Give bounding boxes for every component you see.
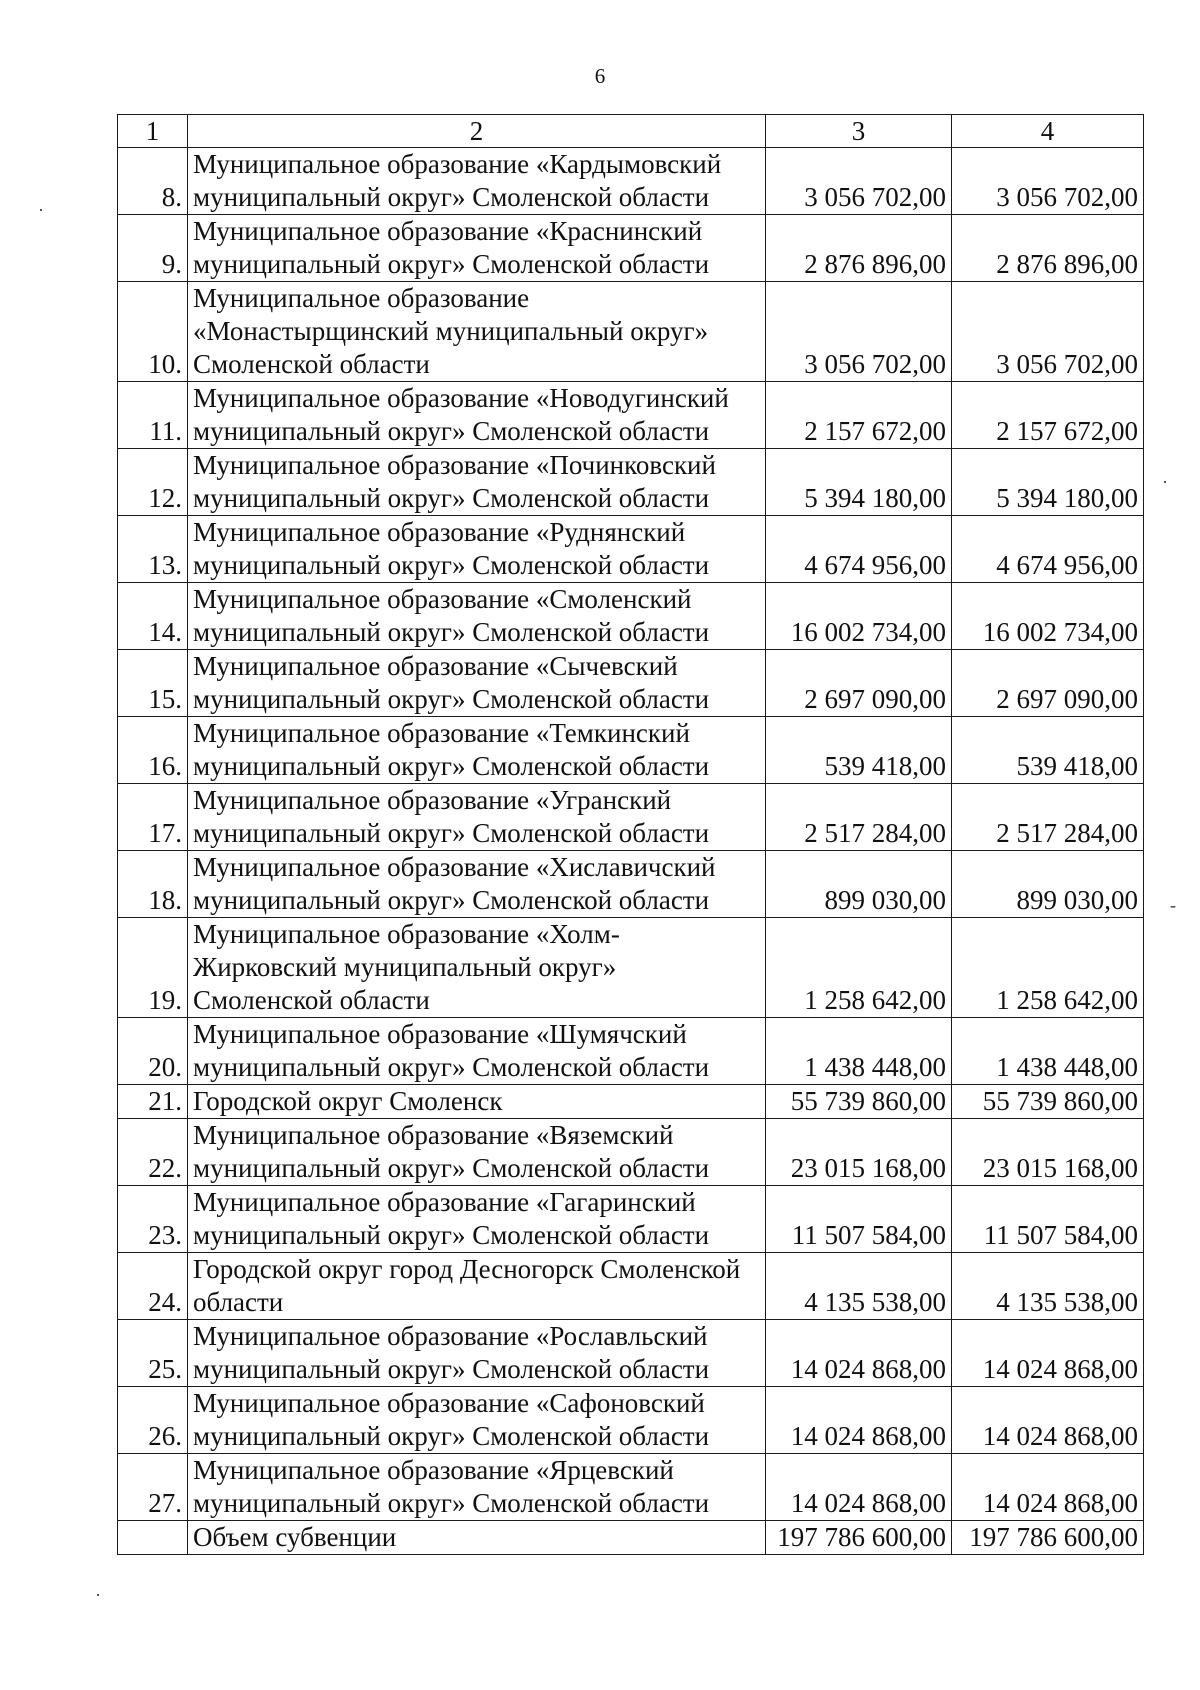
amount-col-4: 5 394 180,00 — [952, 449, 1144, 516]
amount-col-3: 14 024 868,00 — [766, 1454, 952, 1521]
amount-col-4: 14 024 868,00 — [952, 1320, 1144, 1387]
amount-col-4: 55 739 860,00 — [952, 1085, 1144, 1119]
table-body — [118, 115, 1144, 1555]
row-number: 15. — [118, 650, 188, 717]
amount-col-4: 4 135 538,00 — [952, 1253, 1144, 1320]
row-number: 19. — [118, 918, 188, 1018]
amount-col-4: 2 157 672,00 — [952, 382, 1144, 449]
row-number: 13. — [118, 516, 188, 583]
amount-col-3: 1 438 448,00 — [766, 1018, 952, 1085]
table-row — [118, 784, 1144, 851]
row-number: 26. — [118, 1387, 188, 1454]
amount-col-4: 1 438 448,00 — [952, 1018, 1144, 1085]
amount-col-3: 11 507 584,00 — [766, 1186, 952, 1253]
row-number: 18. — [118, 851, 188, 918]
table-row — [118, 583, 1144, 650]
municipality-name: Муниципальное образование «Починковский муниципальный округ» Смоленской области — [188, 449, 766, 516]
amount-col-3: 4 674 956,00 — [766, 516, 952, 583]
amount-col-3: 2 697 090,00 — [766, 650, 952, 717]
header-col-1: 1 — [118, 115, 188, 148]
header-col-2: 2 — [188, 115, 766, 148]
amount-col-4: 2 876 896,00 — [952, 215, 1144, 282]
amount-col-3: 2 157 672,00 — [766, 382, 952, 449]
amount-col-3: 55 739 860,00 — [766, 1085, 952, 1119]
municipality-name: Муниципальное образование «Краснинский муниципальный округ» Смоленской области — [188, 215, 766, 282]
amount-col-3: 3 056 702,00 — [766, 282, 952, 382]
table-row — [118, 1387, 1144, 1454]
total-label: Объем субвенции — [188, 1521, 766, 1555]
municipality-name: Муниципальное образование «Хиславичский муниципальный округ» Смоленской области — [188, 851, 766, 918]
total-col-3: 197 786 600,00 — [766, 1521, 952, 1555]
amount-col-3: 14 024 868,00 — [766, 1387, 952, 1454]
municipality-name: Муниципальное образование «Руднянский муниципальный округ» Смоленской области — [188, 516, 766, 583]
row-number: 20. — [118, 1018, 188, 1085]
row-number: 14. — [118, 583, 188, 650]
amount-col-3: 5 394 180,00 — [766, 449, 952, 516]
amount-col-4: 3 056 702,00 — [952, 148, 1144, 215]
municipality-name: Муниципальное образование «Сафоновский муниципальный округ» Смоленской области — [188, 1387, 766, 1454]
municipality-name: Муниципальное образование «Угранский муниципальный округ» Смоленской области — [188, 784, 766, 851]
row-number: 17. — [118, 784, 188, 851]
row-number: 8. — [118, 148, 188, 215]
amount-col-4: 16 002 734,00 — [952, 583, 1144, 650]
amount-col-3: 2 876 896,00 — [766, 215, 952, 282]
table-row — [118, 1085, 1144, 1119]
header-col-4: 4 — [952, 115, 1144, 148]
amount-col-3: 3 056 702,00 — [766, 148, 952, 215]
subvention-table — [117, 114, 1144, 1555]
row-number: 11. — [118, 382, 188, 449]
amount-col-3: 1 258 642,00 — [766, 918, 952, 1018]
table-row — [118, 449, 1144, 516]
municipality-name: Муниципальное образование «Рославльский муниципальный округ» Смоленской области — [188, 1320, 766, 1387]
row-number: 23. — [118, 1186, 188, 1253]
row-number: 27. — [118, 1454, 188, 1521]
scan-speck: - — [1170, 895, 1176, 915]
row-number: 12. — [118, 449, 188, 516]
amount-col-3: 14 024 868,00 — [766, 1320, 952, 1387]
row-number: 25. — [118, 1320, 188, 1387]
table-row — [118, 516, 1144, 583]
table-row — [118, 148, 1144, 215]
amount-col-4: 23 015 168,00 — [952, 1119, 1144, 1186]
row-number: 16. — [118, 717, 188, 784]
municipality-name: Муниципальное образование «Монастырщинский муниципальный округ» Смоленской области — [188, 282, 766, 382]
amount-col-4: 14 024 868,00 — [952, 1454, 1144, 1521]
amount-col-3: 539 418,00 — [766, 717, 952, 784]
table-row — [118, 1119, 1144, 1186]
municipality-name: Муниципальное образование «Сычевский муниципальный округ» Смоленской области — [188, 650, 766, 717]
amount-col-4: 539 418,00 — [952, 717, 1144, 784]
table-row — [118, 1018, 1144, 1085]
total-row — [118, 1521, 1144, 1555]
municipality-name: Муниципальное образование «Новодугинский муниципальный округ» Смоленской области — [188, 382, 766, 449]
municipality-name: Муниципальное образование «Холм-Жирковский муниципальный округ» Смоленской области — [188, 918, 766, 1018]
table-row — [118, 215, 1144, 282]
table-row — [118, 1454, 1144, 1521]
municipality-name: Муниципальное образование «Кардымовский муниципальный округ» Смоленской области — [188, 148, 766, 215]
total-number-cell — [118, 1521, 188, 1555]
table-row — [118, 1320, 1144, 1387]
scan-speck: · — [95, 1585, 101, 1605]
amount-col-4: 4 674 956,00 — [952, 516, 1144, 583]
amount-col-4: 2 697 090,00 — [952, 650, 1144, 717]
municipality-name: Муниципальное образование «Темкинский муниципальный округ» Смоленской области — [188, 717, 766, 784]
table-row — [118, 918, 1144, 1018]
municipality-name: Муниципальное образование «Ярцевский муниципальный округ» Смоленской области — [188, 1454, 766, 1521]
row-number: 24. — [118, 1253, 188, 1320]
amount-col-3: 4 135 538,00 — [766, 1253, 952, 1320]
table-row — [118, 851, 1144, 918]
row-number: 22. — [118, 1119, 188, 1186]
row-number: 10. — [118, 282, 188, 382]
amount-col-4: 899 030,00 — [952, 851, 1144, 918]
table-row — [118, 382, 1144, 449]
amount-col-4: 1 258 642,00 — [952, 918, 1144, 1018]
table-row — [118, 282, 1144, 382]
municipality-name: Муниципальное образование «Гагаринский муниципальный округ» Смоленской области — [188, 1186, 766, 1253]
amount-col-3: 23 015 168,00 — [766, 1119, 952, 1186]
total-col-4: 197 786 600,00 — [952, 1521, 1144, 1555]
amount-col-4: 3 056 702,00 — [952, 282, 1144, 382]
amount-col-4: 14 024 868,00 — [952, 1387, 1144, 1454]
municipality-name: Муниципальное образование «Смоленский муниципальный округ» Смоленской области — [188, 583, 766, 650]
amount-col-4: 11 507 584,00 — [952, 1186, 1144, 1253]
table-row — [118, 1253, 1144, 1320]
municipality-name: Муниципальное образование «Шумячский муниципальный округ» Смоленской области — [188, 1018, 766, 1085]
header-col-3: 3 — [766, 115, 952, 148]
table-row — [118, 717, 1144, 784]
scan-speck: · — [38, 200, 44, 220]
row-number: 21. — [118, 1085, 188, 1119]
amount-col-3: 899 030,00 — [766, 851, 952, 918]
row-number: 9. — [118, 215, 188, 282]
amount-col-4: 2 517 284,00 — [952, 784, 1144, 851]
municipality-name: Городской округ город Десногорск Смоленской области — [188, 1253, 766, 1320]
scan-speck: · — [1162, 472, 1168, 492]
table-row — [118, 1186, 1144, 1253]
municipality-name: Городской округ Смоленск — [188, 1085, 766, 1119]
table-row — [118, 650, 1144, 717]
table-header-row — [118, 115, 1144, 148]
amount-col-3: 2 517 284,00 — [766, 784, 952, 851]
municipality-name: Муниципальное образование «Вяземский муниципальный округ» Смоленской области — [188, 1119, 766, 1186]
page-number: 6 — [594, 64, 606, 88]
amount-col-3: 16 002 734,00 — [766, 583, 952, 650]
